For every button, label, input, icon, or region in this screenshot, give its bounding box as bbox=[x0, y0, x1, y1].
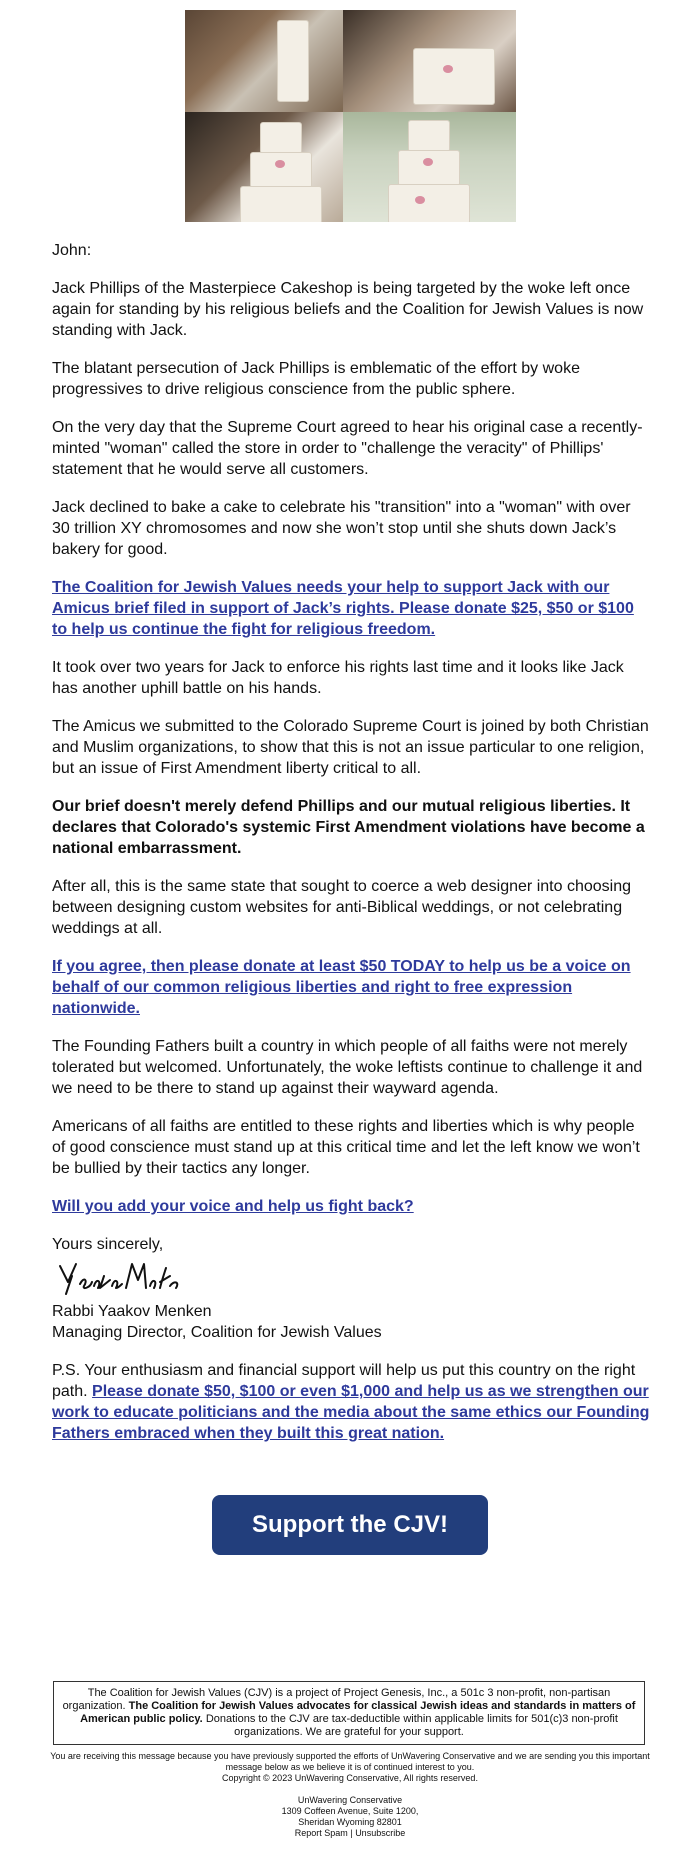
link-separator: | bbox=[350, 1828, 353, 1838]
photo-baker-painting-flower bbox=[343, 10, 516, 112]
signer-name: Rabbi Yaakov Menken bbox=[52, 1303, 212, 1320]
fight-back-link[interactable]: Will you add your voice and help us fight back? bbox=[52, 1198, 414, 1215]
donate-link-ps[interactable]: Please donate $50, $100 or even $1,000 and help us as we strengthen our work to educate politicians and the media about the same ethics our Founding Fathers embraced when they built this great nation. bbox=[52, 1383, 650, 1442]
paragraph-supreme-court: On the very day that the Supreme Court agreed to hear his original case a recently-minted "woman" called the store in order to "challenge the veracity" of Phillips' statement that he would serve all customers. bbox=[52, 419, 643, 478]
report-spam-link[interactable]: Report Spam bbox=[294, 1828, 348, 1838]
signature-image bbox=[56, 1258, 650, 1298]
signer-title: Managing Director, Coalition for Jewish Values bbox=[52, 1324, 382, 1341]
paragraph-declined: Jack declined to bake a cake to celebrate his "transition" into a "woman" with over 30 trillion XY chromosomes and now she won’t stop until she shuts down Jack’s bakery for good. bbox=[52, 499, 631, 558]
footer-disclaimer bbox=[53, 1681, 645, 1745]
paragraph-amicus: The Amicus we submitted to the Colorado Supreme Court is joined by both Christian and Muslim organizations, to show that this is not an issue particular to one religion, but an issue of First Amendment liberty critical to all. bbox=[52, 718, 649, 777]
footer-tax-note: Donations to the CJV are tax-deductible within applicable limits for 501(c)3 non-profit organizations. We are grateful for your support. bbox=[205, 1713, 618, 1738]
closing: Yours sincerely, bbox=[52, 1236, 164, 1253]
donate-link-50[interactable]: If you agree, then please donate at least $50 TODAY to help us be a voice on behalf of our common religious liberties and right to free expression nationwide. bbox=[52, 958, 631, 1017]
postscript bbox=[52, 1360, 650, 1444]
footer-intro: The Coalition for Jewish Values (CJV) is a project of Project Genesis, Inc., a 501c 3 non-profit, non-partisan organization. bbox=[62, 1687, 611, 1712]
email-body bbox=[52, 240, 650, 1461]
copyright: Copyright © 2023 UnWavering Conservative, All rights reserved. bbox=[222, 1773, 478, 1783]
unsubscribe-link[interactable]: Unsubscribe bbox=[355, 1828, 406, 1838]
hero-photo-collage bbox=[185, 10, 516, 222]
photo-finished-cake bbox=[343, 112, 516, 222]
support-cjv-button[interactable]: Support the CJV! bbox=[212, 1495, 488, 1555]
paragraph-web-designer: After all, this is the same state that sought to coerce a web designer into choosing between designing custom websites for anti-Biblical weddings, or not celebrating weddings at all. bbox=[52, 878, 631, 937]
subscription-notice: You are receiving this message because you have previously supported the efforts of UnWavering Conservative and we are sending you this important message below as we believe it is of continued interest to you. bbox=[50, 1751, 650, 1772]
paragraph-two-years: It took over two years for Jack to enforce his rights last time and it looks like Jack has another uphill battle on his hands. bbox=[52, 659, 624, 697]
org-name: UnWavering Conservative bbox=[297, 1795, 403, 1805]
paragraph-americans: Americans of all faiths are entitled to these rights and liberties which is why people of good conscience must stand up at this critical time and let the left know we won’t be bullied by their tactics any longer. bbox=[52, 1118, 640, 1177]
address-line-2: Sheridan Wyoming 82801 bbox=[298, 1817, 402, 1827]
postscript-text: P.S. Your enthusiasm and financial support will help us put this country on the right path. bbox=[52, 1362, 636, 1400]
footer-mission: The Coalition for Jewish Values advocates for classical Jewish ideas and standards in matters of American public policy. bbox=[80, 1700, 636, 1725]
paragraph-founding-fathers: The Founding Fathers built a country in which people of all faiths were not merely tolerated but welcomed. Unfortunately, the woke leftists continue to challenge it and we need to be there to stand up against their wayward agenda. bbox=[52, 1038, 643, 1097]
photo-baker-with-cake bbox=[185, 112, 343, 222]
legal-footer bbox=[40, 1751, 660, 1839]
photo-baker-decorating bbox=[185, 10, 343, 112]
donate-link-amicus[interactable]: The Coalition for Jewish Values needs your help to support Jack with our Amicus brief filed in support of Jack’s rights. Please donate $25, $50 or $100 to help us continue the fight for religious freedom. bbox=[52, 579, 634, 638]
paragraph-persecution: The blatant persecution of Jack Phillips is emblematic of the effort by woke progressives to drive religious conscience from the public sphere. bbox=[52, 360, 580, 398]
salutation: John: bbox=[52, 242, 92, 259]
paragraph-targeted: Jack Phillips of the Masterpiece Cakeshop is being targeted by the woke left once again for standing by his religious beliefs and the Coalition for Jewish Values is now standing with Jack. bbox=[52, 280, 644, 339]
address-line-1: 1309 Coffeen Avenue, Suite 1200, bbox=[281, 1806, 419, 1816]
paragraph-brief-bold: Our brief doesn't merely defend Phillips and our mutual religious liberties. It declares that Colorado's systemic First Amendment violations have become a national embarrassment. bbox=[52, 798, 645, 857]
